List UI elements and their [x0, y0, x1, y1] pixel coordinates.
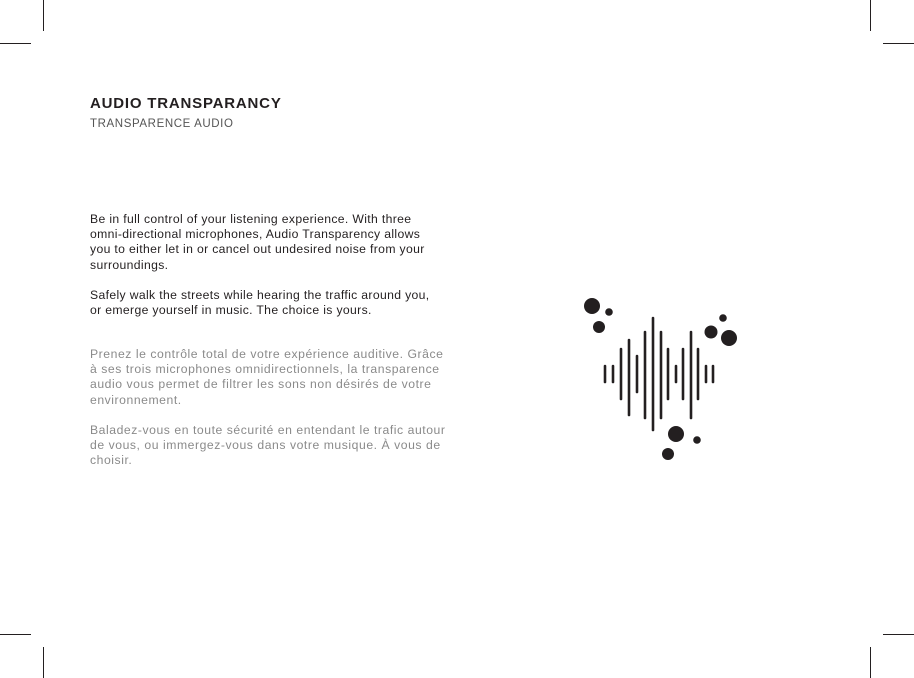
sound-wave-bubbles-icon	[580, 295, 740, 465]
french-paragraph-2: Baladez-vous en toute sécurité en entendant le trafic autour de vous, ou immergez-vous dans votre musique. À vous de choisir.	[90, 423, 446, 468]
crop-mark-top-left-vertical	[43, 0, 44, 31]
bubble	[705, 326, 718, 339]
bubble	[693, 436, 701, 444]
french-paragraph-1: Prenez le contrôle total de votre expérience auditive. Grâce à ses trois microphones omnidirectionnels, la transparence audio vous permet de filtrer les sons non désirés de votre environnement.	[90, 347, 444, 407]
crop-mark-top-right-horizontal	[883, 43, 914, 44]
english-description	[90, 212, 490, 318]
bubble	[605, 308, 613, 316]
crop-mark-top-right-vertical	[870, 0, 871, 31]
crop-mark-bottom-left-vertical	[43, 647, 44, 678]
crop-mark-bottom-left-horizontal	[0, 634, 31, 635]
crop-mark-bottom-right-horizontal	[883, 634, 914, 635]
bubble	[668, 426, 684, 442]
bubble	[719, 314, 727, 322]
crop-mark-top-left-horizontal	[0, 43, 31, 44]
bubble	[662, 448, 674, 460]
crop-mark-bottom-right-vertical	[870, 647, 871, 678]
english-paragraph-2: Safely walk the streets while hearing the traffic around you, or emerge yourself in music. The choice is yours.	[90, 288, 430, 318]
page-subtitle: TRANSPARENCE AUDIO	[90, 118, 234, 130]
bubble	[584, 298, 600, 314]
bubble	[721, 330, 737, 346]
page-title: AUDIO TRANSPARANCY	[90, 95, 282, 112]
bubble	[593, 321, 605, 333]
french-description	[90, 347, 490, 469]
english-paragraph-1: Be in full control of your listening experience. With three omni-directional microphones, Audio Transparency allows you to either let in or cancel out undesired noise from your surroundings.	[90, 212, 425, 272]
